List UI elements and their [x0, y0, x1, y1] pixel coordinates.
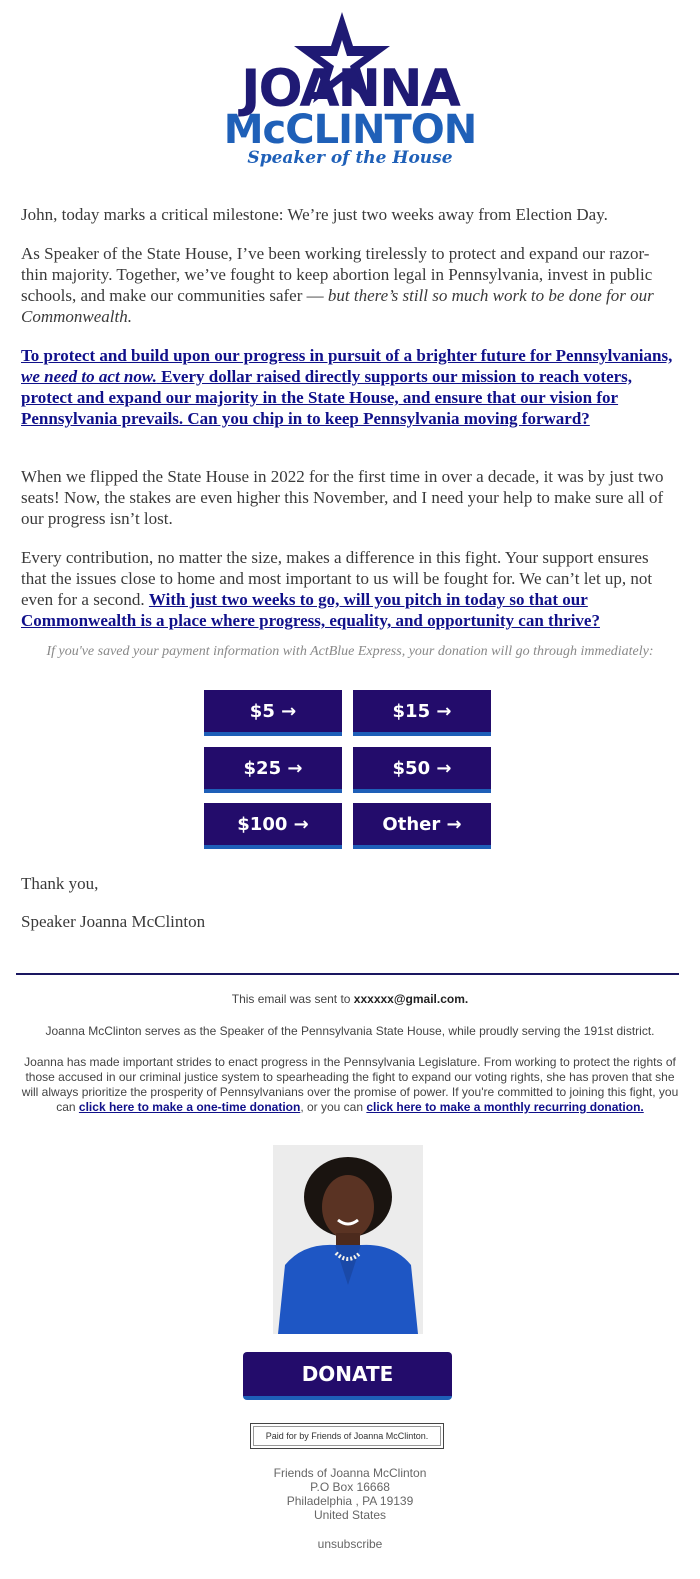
unsubscribe-link[interactable]: unsubscribe	[317, 1537, 383, 1551]
intro-text: John, today marks a critical milestone: We’re just two weeks away from Election Day.	[21, 205, 608, 224]
speaker-emphasis: but there’s still so much work to be done for our Commonwealth.	[21, 286, 654, 326]
donate-15-button[interactable]: $15 →	[353, 690, 491, 736]
address-line: Philadelphia , PA 19139	[286, 1494, 414, 1508]
address-line: P.O Box 16668	[310, 1480, 390, 1494]
mailing-address	[0, 1466, 700, 1522]
donate-5-button[interactable]: $5 →	[204, 690, 342, 736]
pitch-in-link[interactable]: With just two weeks to go, will you pitch in today so that our Commonwealth is a place where progress, equality, and opportunity can thrive?	[21, 590, 600, 630]
actblue-express-note: If you've saved your payment information with ActBlue Express, your donation will go through immediately:	[46, 644, 654, 659]
history-text: When we flipped the State House in 2022 for the first time in over a decade, it was by just two seats! Now, the stakes are even higher this November, and I need your help to make sure all of our progress isn’t lost.	[21, 467, 664, 528]
candidate-photo	[273, 1145, 423, 1334]
thank-you-text: Thank you,	[21, 874, 99, 893]
intro-paragraph	[21, 204, 673, 225]
one-time-donation-link[interactable]: click here to make a one-time donation	[78, 1100, 301, 1114]
contribution-paragraph	[21, 547, 673, 631]
ask-link-emphasis: we need to act now.	[21, 367, 157, 386]
bio-text-2: , or you can	[300, 1100, 367, 1114]
speaker-text: As Speaker of the State House, I’ve been working tirelessly to protect and expand our razor-thin majority. Together, we’ve fought to keep abortion legal in Pennsylvania, invest in public schools, and make our communities safer —	[21, 244, 653, 305]
logo-graphic	[200, 0, 500, 175]
ask-link-part-2: Every dollar raised directly supports our mission to reach voters, protect and expand our majority in the State House, and ensure that our vision for Pennsylvania prevails. Can you chip in to keep Pennsylvania moving forward?	[21, 367, 633, 428]
logo-last-name: McCLINTON	[223, 107, 477, 153]
address-line: Friends of Joanna McClinton	[273, 1466, 427, 1480]
speaker-paragraph	[21, 243, 673, 327]
footer-divider	[16, 973, 679, 975]
paid-for-text: Paid for by Friends of Joanna McClinton.	[253, 1426, 441, 1446]
bio-text: Joanna has made important strides to enact progress in the Pennsylvania Legislature. From working to protect the rights of those accused in our criminal justice system to spearheading the fight to expand our voting rights, she has proven that she will always prioritize the prosperity of Pennsylvanians over the promise of power. If you're committed to joining this fight, you can	[21, 1055, 679, 1114]
recipient-email: xxxxxx@gmail.com.	[353, 992, 469, 1006]
signature-name: Speaker Joanna McClinton	[21, 912, 206, 931]
sent-to-line	[18, 992, 682, 1007]
contribution-text: Every contribution, no matter the size, makes a difference in this fight. Your support ensures that the issues close to home and most important to us will be fought for. We can’t let up, not even for a second.	[21, 548, 653, 609]
monthly-donation-link[interactable]: click here to make a monthly recurring donation.	[366, 1100, 644, 1114]
history-paragraph	[21, 466, 673, 529]
sent-to-label: This email was sent to	[231, 992, 354, 1006]
logo-first-name: JOANNA	[241, 59, 459, 119]
donate-other-button[interactable]: Other →	[353, 803, 491, 849]
ask-donation-link[interactable]	[21, 346, 672, 428]
donate-25-button[interactable]: $25 →	[204, 747, 342, 793]
campaign-logo	[0, 0, 700, 175]
ask-link-part-1: To protect and build upon our progress in pursuit of a brighter future for Pennsylvanians,	[21, 346, 673, 365]
ask-paragraph	[21, 345, 673, 429]
serves-text: Joanna McClinton serves as the Speaker of the Pennsylvania State House, while proudly serving the 191st district.	[45, 1024, 655, 1038]
logo-tagline: Speaker of the House	[247, 148, 453, 168]
address-line: United States	[313, 1508, 387, 1522]
paid-for-box	[250, 1423, 444, 1449]
donate-button[interactable]: DONATE	[243, 1352, 452, 1400]
donate-100-button[interactable]: $100 →	[204, 803, 342, 849]
bio-paragraph	[18, 1055, 682, 1115]
donate-50-button[interactable]: $50 →	[353, 747, 491, 793]
